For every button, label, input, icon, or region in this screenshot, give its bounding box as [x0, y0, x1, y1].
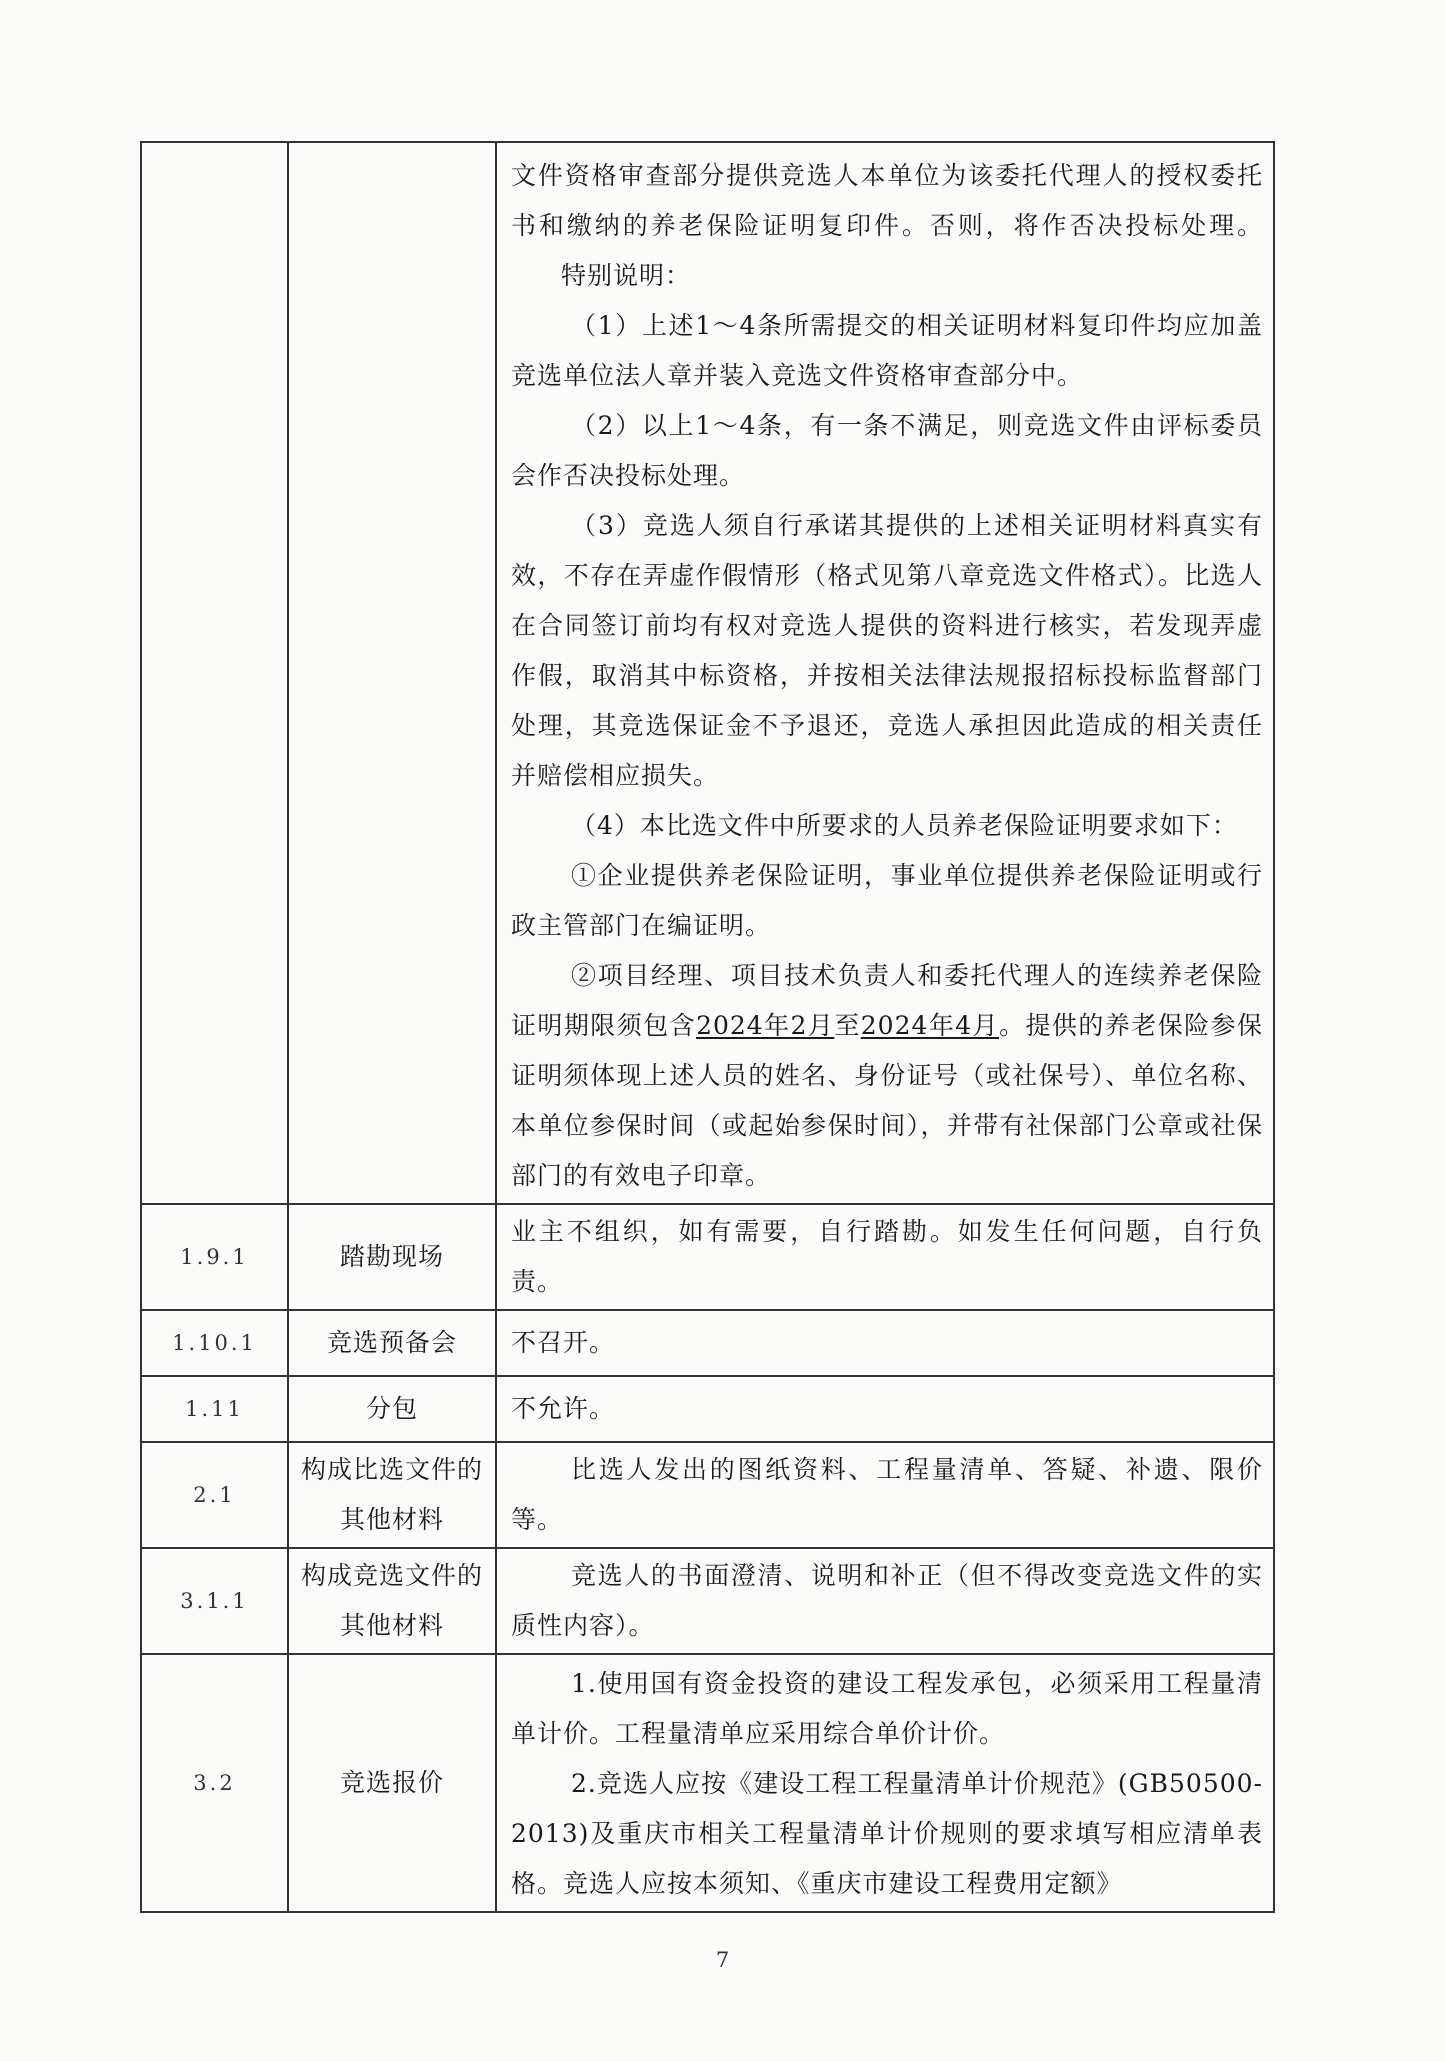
paragraph: 1.使用国有资金投资的建设工程发承包，必须采用工程量清单计价。工程量清单应采用综合单价计价。 [511, 1669, 1263, 1748]
bidding-data-table [140, 141, 1275, 1913]
cell-label-empty [288, 142, 496, 1204]
clause-label: 分包 [288, 1376, 496, 1442]
clause-label: 竞选预备会 [288, 1310, 496, 1376]
clause-number: 1.11 [141, 1376, 288, 1442]
clause-label: 踏勘现场 [288, 1204, 496, 1310]
page-number: 7 [715, 1948, 730, 1972]
paragraph: （3）竞选人须自行承诺其提供的上述相关证明材料真实有效，不存在弄虚作假情形（格式见第八章竞选文件格式）。比选人在合同签订前均有权对竞选人提供的资料进行核实，若发现弄虚作假，取消其中标资格，并按相关法律法规报招标投标监督部门处理，其竞选保证金不予退还，竞选人承担因此造成的相关责任并赔偿相应损失。 [511, 511, 1263, 790]
text: 。提供的养老保险参保证明须体现上述人员的姓名、身份证号（或社保号）、单位名称、本单位参保时间（或起始参保时间），并带有社保部门公章或社保部门的有效电子印章。 [511, 1011, 1263, 1190]
clause-number: 1.10.1 [141, 1310, 288, 1376]
paragraph: 2.竞选人应按《建设工程工程量清单计价规范》(GB50500-2013)及重庆市相关工程量清单计价规则的要求填写相应清单表格。竞选人应按本须知、《重庆市建设工程费用定额》 [511, 1769, 1263, 1898]
paragraph: 竞选人的书面澄清、说明和补正（但不得改变竞选文件的实质性内容）。 [511, 1561, 1263, 1640]
underlined-date: 2024年2月 [696, 1011, 835, 1040]
clause-label: 构成比选文件的其他材料 [288, 1442, 496, 1548]
clause-content [496, 1376, 1274, 1442]
table-row [141, 1310, 1274, 1376]
paragraph: 比选人发出的图纸资料、工程量清单、答疑、补遗、限价等。 [511, 1455, 1263, 1534]
paragraph: 业主不组织，如有需要，自行踏勘。如发生任何问题，自行负责。 [511, 1217, 1263, 1296]
paragraph: （4）本比选文件中所要求的人员养老保险证明要求如下： [571, 811, 1238, 840]
table-row [141, 1548, 1274, 1654]
clause-number: 3.1.1 [141, 1548, 288, 1654]
paragraph: （2）以上1～4条，有一条不满足，则竞选文件由评标委员会作否决投标处理。 [511, 411, 1263, 490]
clause-label: 竞选报价 [288, 1654, 496, 1912]
table-row [141, 1376, 1274, 1442]
underlined-date: 2024年4月 [860, 1011, 1000, 1040]
clause-number: 1.9.1 [141, 1204, 288, 1310]
table-row [141, 1442, 1274, 1548]
table-row [141, 1204, 1274, 1310]
clause-content [496, 1654, 1274, 1912]
clause-number: 3.2 [141, 1654, 288, 1912]
text: 至 [834, 1011, 861, 1040]
clause-label: 构成竞选文件的其他材料 [288, 1548, 496, 1654]
paragraph: 不允许。 [511, 1394, 616, 1423]
cell-content-continuation [496, 142, 1274, 1204]
clause-content [496, 1204, 1274, 1310]
table-row-continuation [141, 142, 1274, 1204]
clause-content [496, 1310, 1274, 1376]
paragraph: 不召开。 [511, 1328, 616, 1357]
clause-content [496, 1442, 1274, 1548]
paragraph-pension [511, 951, 1263, 1201]
clause-content [496, 1548, 1274, 1654]
clause-number: 2.1 [141, 1442, 288, 1548]
cell-num-empty [141, 142, 288, 1204]
paragraph: 特别说明： [561, 261, 692, 290]
text: ②项目经理、项目技术负责人和委托代理人的连续养老保险证明期限须包含 [511, 961, 1263, 1040]
paragraph: （1）上述1～4条所需提交的相关证明材料复印件均应加盖竞选单位法人章并装入竞选文件资格审查部分中。 [511, 311, 1263, 390]
paragraph: ①企业提供养老保险证明，事业单位提供养老保险证明或行政主管部门在编证明。 [511, 861, 1263, 940]
table-row [141, 1654, 1274, 1912]
paragraph: 文件资格审查部分提供竞选人本单位为该委托代理人的授权委托书和缴纳的养老保险证明复印件。否则，将作否决投标处理。 [511, 161, 1263, 240]
